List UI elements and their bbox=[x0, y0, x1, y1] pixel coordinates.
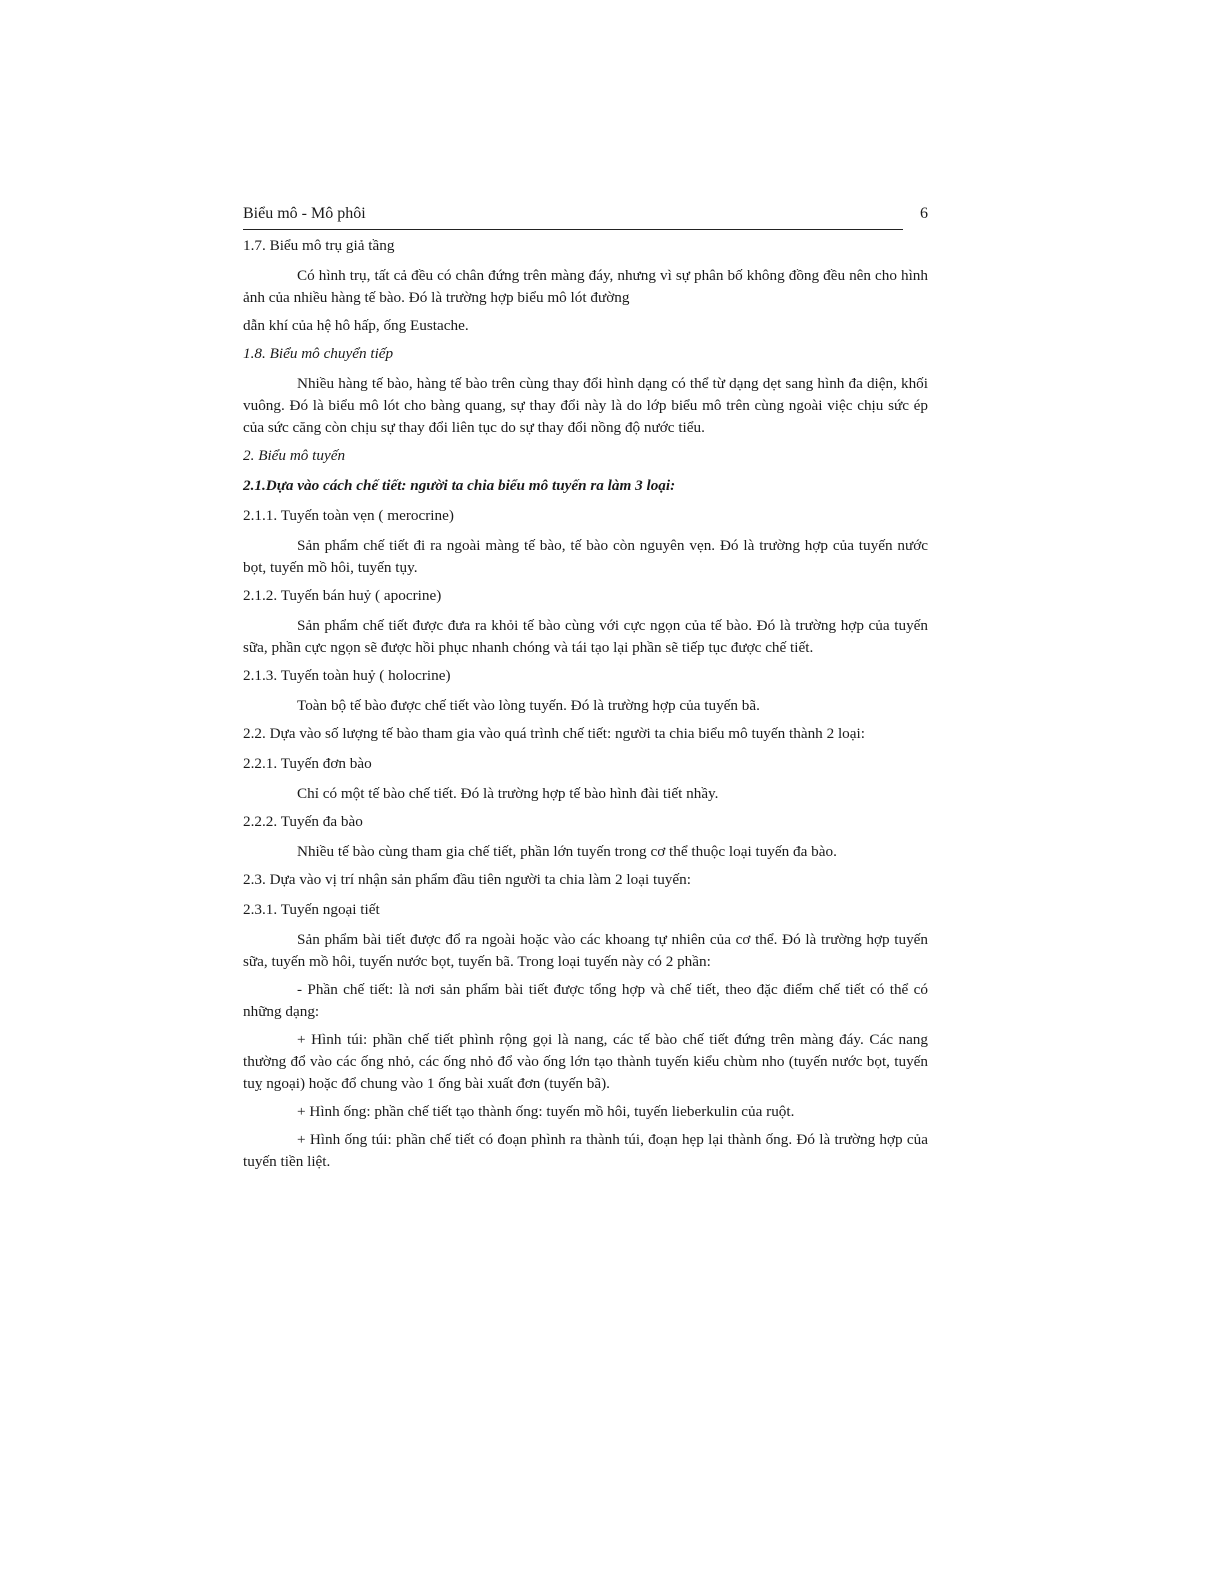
section-heading: 1.7. Biểu mô trụ giả tầng bbox=[243, 237, 395, 254]
body-paragraph: Nhiều hàng tế bào, hàng tế bào trên cùng thay đổi hình dạng có thể từ dạng dẹt sang hình đa diện, khối vuông. Đó là biểu mô lót cho bàng quang, sự thay đổi này là do lớp biểu mô trên cùng ngoài việc chịu sức ép của sức căng còn chịu sự thay đổi liên tục do sự thay đổi nồng độ nước tiểu. bbox=[243, 375, 928, 436]
section-heading: 2.1.3. Tuyến toàn huỷ ( holocrine) bbox=[243, 667, 451, 684]
section-heading: 2.1.Dựa vào cách chế tiết: người ta chia biểu mô tuyến ra làm 3 loại: bbox=[243, 477, 676, 494]
section-heading: 1.8. Biểu mô chuyển tiếp bbox=[243, 345, 394, 362]
body-paragraph: Có hình trụ, tất cả đều có chân đứng trên màng đáy, nhưng vì sự phân bố không đồng đều nên cho hình ảnh của nhiều hàng tế bào. Đó là trường hợp biểu mô lót đường bbox=[243, 267, 928, 306]
page-header bbox=[243, 205, 928, 231]
body-paragraph: Nhiều tế bào cùng tham gia chế tiết, phần lớn tuyến trong cơ thể thuộc loại tuyến đa bào. bbox=[297, 843, 837, 860]
header-title: Biểu mô - Mô phôi bbox=[243, 205, 366, 222]
section-heading: 2.2. Dựa vào số lượng tế bào tham gia vào quá trình chế tiết: người ta chia biểu mô tuyến thành 2 loại: bbox=[243, 725, 865, 742]
body-paragraph: Chỉ có một tế bào chế tiết. Đó là trường hợp tế bào hình đài tiết nhầy. bbox=[297, 785, 719, 802]
header-divider bbox=[243, 229, 903, 230]
body-paragraph: + Hình ống: phần chế tiết tạo thành ống: tuyến mồ hôi, tuyến lieberkulin của ruột. bbox=[297, 1103, 795, 1120]
body-paragraph: + Hình túi: phần chế tiết phình rộng gọi là nang, các tế bào chế tiết đứng trên màng đáy. Các nang thường đổ vào các ống nhỏ, các ống nhỏ đổ vào ống lớn tạo thành tuyến kiểu chùm nho (tuyến nước bọt, tuyến tuỵ ngoại) hoặc đổ chung vào 1 ống bài xuất đơn (tuyến bã). bbox=[243, 1031, 928, 1092]
body-paragraph: Sản phẩm chế tiết đi ra ngoài màng tế bào, tế bào còn nguyên vẹn. Đó là trường hợp của tuyến nước bọt, tuyến mồ hôi, tuyến tụy. bbox=[243, 537, 928, 576]
section-heading: 2.3.1. Tuyến ngoại tiết bbox=[243, 901, 380, 918]
body-paragraph: - Phần chế tiết: là nơi sản phẩm bài tiết được tổng hợp và chế tiết, theo đặc điểm chế tiết có thể có những dạng: bbox=[243, 981, 928, 1020]
section-heading: 2.2.2. Tuyến đa bào bbox=[243, 813, 363, 830]
document-body bbox=[243, 235, 928, 1173]
section-heading: 2.1.1. Tuyến toàn vẹn ( merocrine) bbox=[243, 507, 454, 524]
section-heading: 2.3. Dựa vào vị trí nhận sản phẩm đầu tiên người ta chia làm 2 loại tuyến: bbox=[243, 871, 691, 888]
body-paragraph: dẫn khí của hệ hô hấp, ống Eustache. bbox=[243, 317, 469, 334]
section-heading: 2.2.1. Tuyến đơn bào bbox=[243, 755, 372, 772]
page-number: 6 bbox=[920, 205, 928, 222]
body-paragraph: + Hình ống túi: phần chế tiết có đoạn phình ra thành túi, đoạn hẹp lại thành ống. Đó là trường hợp của tuyến tiền liệt. bbox=[243, 1131, 928, 1170]
document-page bbox=[243, 205, 928, 1179]
body-paragraph: Sản phẩm bài tiết được đổ ra ngoài hoặc vào các khoang tự nhiên của cơ thể. Đó là trường hợp tuyến sữa, tuyến mồ hôi, tuyến nước bọt, tuyến bã. Trong loại tuyến này có 2 phần: bbox=[243, 931, 928, 970]
body-paragraph: Sản phẩm chế tiết được đưa ra khỏi tế bào cùng với cực ngọn của tế bào. Đó là trường hợp của tuyến sữa, phần cực ngọn sẽ được hồi phục nhanh chóng và tái tạo lại phần sẽ tiếp tục được chế tiết. bbox=[243, 617, 928, 656]
section-heading: 2.1.2. Tuyến bán huỷ ( apocrine) bbox=[243, 587, 442, 604]
section-heading: 2. Biểu mô tuyến bbox=[243, 447, 346, 464]
body-paragraph: Toàn bộ tế bào được chế tiết vào lòng tuyến. Đó là trường hợp của tuyến bã. bbox=[297, 697, 760, 714]
